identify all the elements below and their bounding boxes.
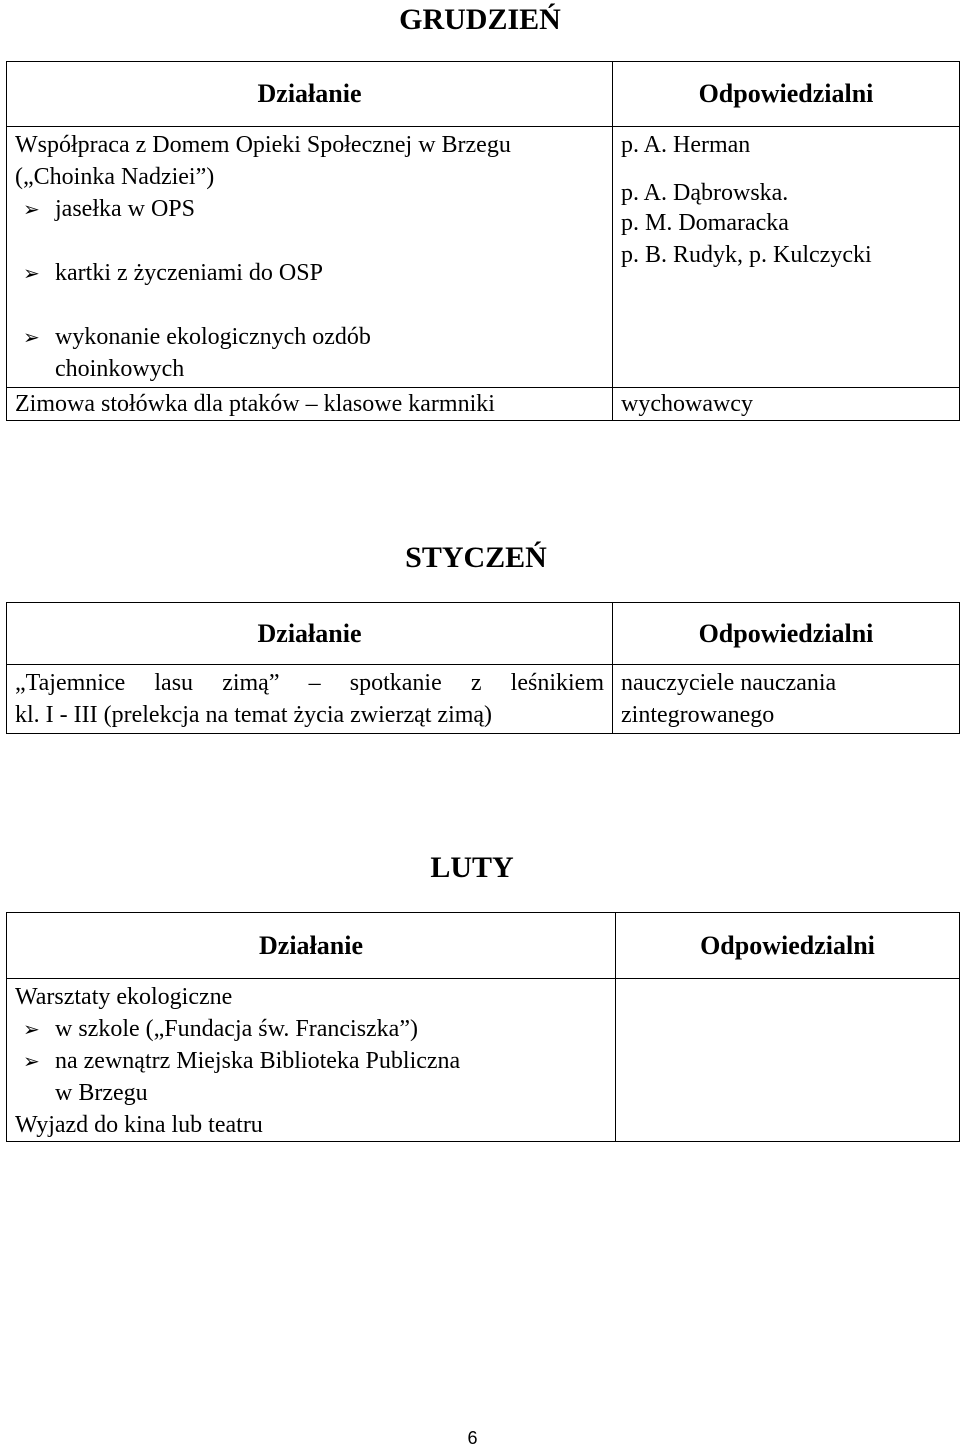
responsible-person: p. A. Dąbrowska. — [621, 180, 789, 206]
action-cell — [7, 127, 613, 388]
table-row — [7, 979, 960, 1142]
table-header-row — [7, 62, 960, 127]
column-header-action: Działanie — [7, 913, 616, 979]
bullet-item-continuation: w Brzegu — [55, 1080, 148, 1106]
bullet-item: ➢ w szkole („Fundacja św. Franciszka”) — [15, 1013, 607, 1045]
column-header-action: Działanie — [7, 603, 613, 665]
action-cell — [7, 665, 613, 734]
table-row — [7, 127, 960, 388]
action-cell — [7, 979, 616, 1142]
bullet-item: ➢ jasełka w OPS — [15, 193, 604, 225]
responsible-cell — [616, 979, 960, 1142]
page-number: 6 — [467, 1428, 478, 1448]
responsible-cell — [613, 665, 960, 734]
section-heading-december: GRUDZIEŃ — [399, 3, 561, 36]
action-text: Wyjazd do kina lub teatru — [15, 1112, 263, 1138]
column-header-responsible: Odpowiedzialni — [616, 913, 960, 979]
section-heading-january: STYCZEŃ — [405, 541, 547, 574]
bullet-item: ➢ wykonanie ekologicznych ozdób — [15, 321, 604, 353]
column-header-action: Działanie — [7, 62, 613, 127]
table-header-row — [7, 913, 960, 979]
responsible-cell — [613, 127, 960, 388]
responsible-person: p. M. Domaracka — [621, 210, 789, 236]
table-row — [7, 388, 960, 421]
responsible-cell: wychowawcy — [613, 388, 960, 421]
table-row — [7, 665, 960, 734]
table-header-row — [7, 603, 960, 665]
february-table — [6, 912, 960, 1142]
action-text: Warsztaty ekologiczne — [15, 984, 233, 1010]
december-table — [6, 61, 960, 421]
column-header-responsible: Odpowiedzialni — [613, 62, 960, 127]
action-cell: Zimowa stołówka dla ptaków – klasowe karmniki — [7, 388, 613, 421]
responsible-person: p. B. Rudyk, p. Kulczycki — [621, 242, 872, 268]
action-text: kl. I - III (prelekcja na temat życia zwierząt zimą) — [15, 702, 493, 728]
responsible-person: p. A. Herman — [621, 132, 751, 158]
bullet-item: ➢ na zewnątrz Miejska Biblioteka Publiczna — [15, 1045, 607, 1077]
section-heading-february: LUTY — [430, 851, 514, 884]
bullet-item-continuation: choinkowych — [55, 356, 185, 382]
january-table — [6, 602, 960, 734]
action-text: „Tajemnice lasu zimą” – spotkanie z leśnikiem — [15, 670, 604, 696]
action-text: Współpraca z Domem Opieki Społecznej w Brzegu — [15, 132, 511, 158]
action-text: („Choinka Nadziei”) — [15, 164, 215, 190]
column-header-responsible: Odpowiedzialni — [613, 603, 960, 665]
responsible-person: nauczyciele nauczania — [621, 670, 837, 696]
responsible-person: zintegrowanego — [621, 702, 775, 728]
bullet-item: ➢ kartki z życzeniami do OSP — [15, 257, 604, 289]
